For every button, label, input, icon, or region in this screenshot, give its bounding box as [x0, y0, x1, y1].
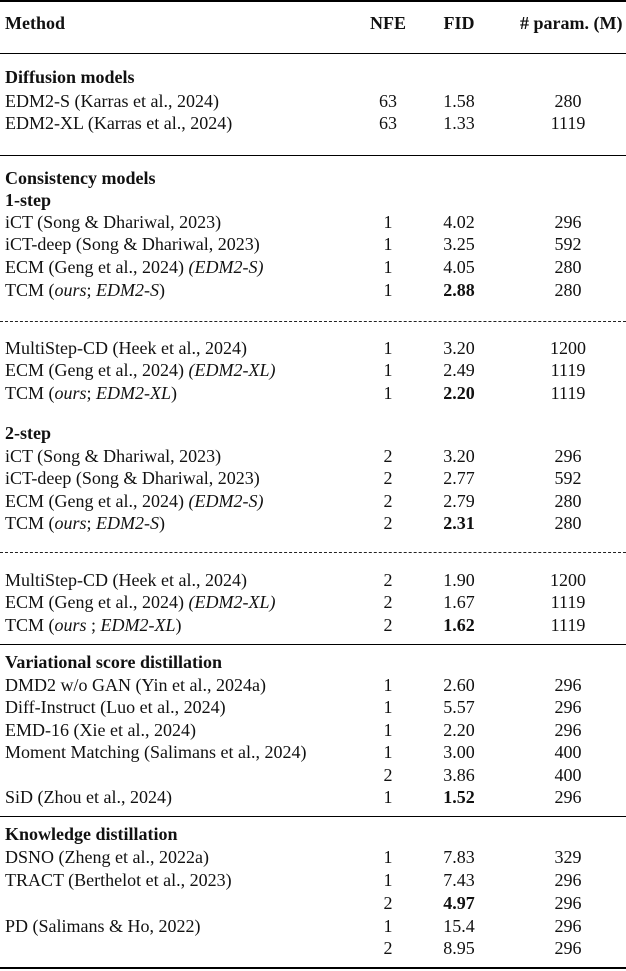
fid-value: 7.43: [443, 870, 475, 890]
fid-value: 2.79: [443, 491, 475, 511]
subsection-2step: 2-step: [5, 423, 51, 443]
params-value: 280: [554, 491, 582, 511]
fid-value: 1.90: [443, 570, 475, 590]
method-name: iCT (Song & Dhariwal, 2023): [5, 446, 222, 466]
method-name: iCT (Song & Dhariwal, 2023): [5, 212, 222, 232]
fid-value: 3.20: [443, 446, 475, 466]
nfe-value: 2: [383, 938, 393, 958]
fid-value: 1.33: [443, 113, 475, 133]
method-name: TCM (ours ; EDM2-XL): [5, 615, 182, 635]
params-value: 400: [554, 765, 582, 785]
method-name: PD (Salimans & Ho, 2022): [5, 916, 201, 936]
section-consistency: Consistency models: [5, 168, 156, 188]
fid-value: 2.49: [443, 360, 475, 380]
params-value: 296: [554, 787, 582, 807]
nfe-value: 1: [383, 675, 393, 695]
dashed-rule-1: [0, 321, 626, 322]
rule-before-kd: [0, 816, 626, 817]
params-value: 296: [554, 697, 582, 717]
section-diffusion: Diffusion models: [5, 67, 135, 87]
nfe-value: 1: [383, 360, 393, 380]
params-value: 1200: [550, 570, 586, 590]
method-name: iCT-deep (Song & Dhariwal, 2023): [5, 468, 260, 488]
params-value: 1119: [550, 360, 586, 380]
method-name: SiD (Zhou et al., 2024): [5, 787, 172, 807]
method-name: DSNO (Zheng et al., 2022a): [5, 847, 209, 867]
params-value: 280: [554, 257, 582, 277]
fid-value: 2.77: [443, 468, 475, 488]
params-value: 592: [554, 468, 582, 488]
section-vsd: Variational score distillation: [5, 652, 223, 672]
method-name: DMD2 w/o GAN (Yin et al., 2024a): [5, 675, 266, 695]
fid-value: 2.31: [443, 513, 475, 533]
method-name: MultiStep-CD (Heek et al., 2024): [5, 570, 247, 590]
method-name: TRACT (Berthelot et al., 2023): [5, 870, 232, 890]
nfe-value: 1: [383, 720, 393, 740]
method-name: TCM (ours; EDM2-S): [5, 513, 166, 533]
nfe-value: 1: [383, 383, 393, 403]
method-name: Moment Matching (Salimans et al., 2024): [5, 742, 307, 762]
nfe-value: 1: [383, 257, 393, 277]
params-value: 296: [554, 870, 582, 890]
params-value: 592: [554, 234, 582, 254]
params-value: 1200: [550, 338, 586, 358]
nfe-value: 2: [383, 570, 393, 590]
nfe-value: 2: [383, 592, 393, 612]
nfe-value: 2: [383, 491, 393, 511]
method-name: TCM (ours; EDM2-XL): [5, 383, 178, 403]
header-params: # param. (M): [520, 13, 623, 33]
params-value: 1119: [550, 383, 586, 403]
fid-value: 5.57: [443, 697, 475, 717]
params-value: 1119: [550, 592, 586, 612]
header-nfe: NFE: [370, 13, 406, 33]
fid-value: 15.4: [443, 916, 475, 936]
fid-value: 3.25: [443, 234, 475, 254]
fid-value: 2.88: [443, 280, 475, 300]
fid-value: 1.58: [443, 91, 475, 111]
fid-value: 4.02: [443, 212, 475, 232]
method-name: ECM (Geng et al., 2024) (EDM2-XL): [5, 592, 276, 612]
fid-value: 3.00: [443, 742, 475, 762]
top-rule: [0, 0, 626, 2]
fid-value: 2.60: [443, 675, 475, 695]
fid-value: 2.20: [443, 383, 475, 403]
params-value: 296: [554, 212, 582, 232]
fid-value: 3.86: [443, 765, 475, 785]
params-value: 280: [554, 513, 582, 533]
method-name: iCT-deep (Song & Dhariwal, 2023): [5, 234, 260, 254]
section-kd: Knowledge distillation: [5, 824, 178, 844]
params-value: 296: [554, 720, 582, 740]
fid-value: 4.97: [443, 893, 475, 913]
fid-value: 1.62: [443, 615, 475, 635]
fid-value: 2.20: [443, 720, 475, 740]
header-rule: [0, 53, 626, 54]
method-name: EDM2-XL (Karras et al., 2024): [5, 113, 233, 133]
nfe-value: 1: [383, 212, 393, 232]
fid-value: 4.05: [443, 257, 475, 277]
method-name: Diff-Instruct (Luo et al., 2024): [5, 697, 226, 717]
header-method: Method: [5, 13, 65, 33]
nfe-value: 1: [383, 916, 393, 936]
subsection-1step: 1-step: [5, 190, 51, 210]
nfe-value: 1: [383, 787, 393, 807]
nfe-value: 63: [379, 91, 397, 111]
nfe-value: 2: [383, 615, 393, 635]
rule-before-vsd: [0, 644, 626, 645]
params-value: 296: [554, 893, 582, 913]
nfe-value: 1: [383, 870, 393, 890]
nfe-value: 2: [383, 446, 393, 466]
params-value: 280: [554, 91, 582, 111]
fid-value: 1.52: [443, 787, 475, 807]
nfe-value: 1: [383, 847, 393, 867]
header-fid: FID: [443, 13, 475, 33]
nfe-value: 1: [383, 338, 393, 358]
nfe-value: 63: [379, 113, 397, 133]
nfe-value: 1: [383, 742, 393, 762]
fid-value: 7.83: [443, 847, 475, 867]
nfe-value: 2: [383, 468, 393, 488]
nfe-value: 1: [383, 697, 393, 717]
params-value: 329: [554, 847, 582, 867]
params-value: 1119: [550, 113, 586, 133]
params-value: 1119: [550, 615, 586, 635]
method-name: TCM (ours; EDM2-S): [5, 280, 166, 300]
rule-after-diffusion: [0, 155, 626, 156]
params-value: 296: [554, 446, 582, 466]
params-value: 296: [554, 938, 582, 958]
method-name: ECM (Geng et al., 2024) (EDM2-XL): [5, 360, 276, 380]
method-name: EDM2-S (Karras et al., 2024): [5, 91, 219, 111]
params-value: 400: [554, 742, 582, 762]
nfe-value: 1: [383, 280, 393, 300]
fid-value: 3.20: [443, 338, 475, 358]
nfe-value: 2: [383, 513, 393, 533]
params-value: 296: [554, 916, 582, 936]
fid-value: 1.67: [443, 592, 475, 612]
dashed-rule-2: [0, 552, 626, 553]
params-value: 280: [554, 280, 582, 300]
fid-value: 8.95: [443, 938, 475, 958]
nfe-value: 2: [383, 765, 393, 785]
method-name: ECM (Geng et al., 2024) (EDM2-S): [5, 491, 264, 511]
nfe-value: 2: [383, 893, 393, 913]
method-name: ECM (Geng et al., 2024) (EDM2-S): [5, 257, 264, 277]
bottom-rule: [0, 967, 626, 969]
method-name: EMD-16 (Xie et al., 2024): [5, 720, 196, 740]
nfe-value: 1: [383, 234, 393, 254]
params-value: 296: [554, 675, 582, 695]
method-name: MultiStep-CD (Heek et al., 2024): [5, 338, 247, 358]
